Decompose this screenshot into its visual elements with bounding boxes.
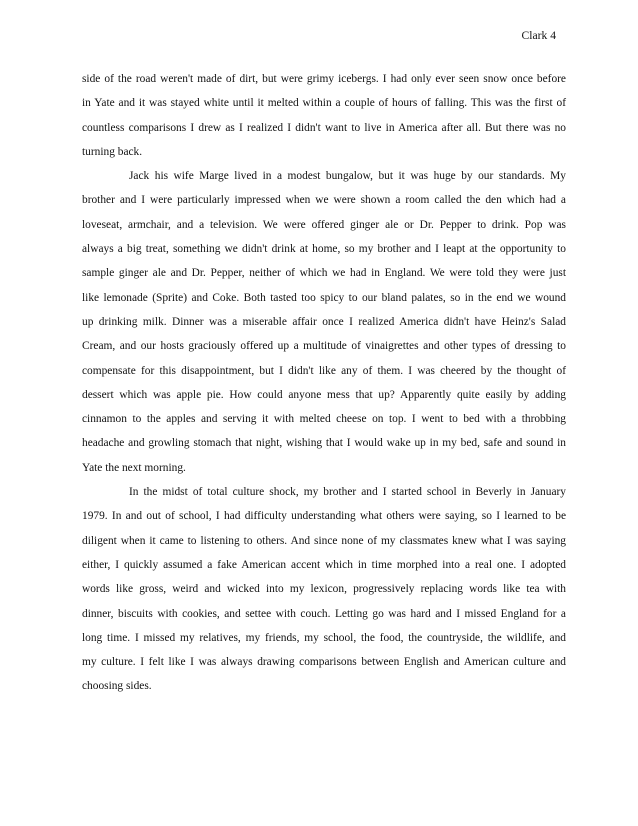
text-line: diligent when it came to listening to others. And since none of my classmates knew what I was saying xyxy=(82,534,566,547)
text-line: in Yate and it was stayed white until it melted within a couple of hours of falling. This was the first of xyxy=(82,97,566,110)
text-line: dinner, biscuits with cookies, and settee with couch. Letting go was hard and I missed England for a xyxy=(82,607,566,620)
text-line: my culture. I felt like I was always drawing comparisons between English and American culture and xyxy=(82,656,566,669)
text-line: compensate for this disappointment, but I didn't like any of them. I was cheered by the thought of xyxy=(82,364,566,377)
text-line: loveseat, armchair, and a television. We were offered ginger ale or Dr. Pepper to drink. Pop was xyxy=(82,218,566,231)
text-line: Cream, and our hosts graciously offered up a multitude of vinaigrettes and other types of dressing to xyxy=(82,340,566,353)
text-line: like lemonade (Sprite) and Coke. Both tasted too spicy to our bland palates, so in the end we wound xyxy=(82,291,566,304)
text-line: countless comparisons I drew as I realized I didn't want to live in America after all. But there was no xyxy=(82,121,566,134)
body-text xyxy=(82,67,566,699)
text-line: brother and I were particularly impressed when we were shown a room called the den which had a xyxy=(82,194,566,207)
text-line: choosing sides. xyxy=(82,680,152,693)
text-line: 1979. In and out of school, I had difficulty understanding what others were saying, so I learned to be xyxy=(82,510,566,523)
text-line: sample ginger ale and Dr. Pepper, neither of which we had in England. We were told they were just xyxy=(82,267,566,280)
running-head: Clark 4 xyxy=(521,29,556,42)
text-line: headache and growling stomach that night, wishing that I would wake up in my bed, safe and sound in xyxy=(82,437,566,450)
text-line: cinnamon to the apples and serving it with melted cheese on top. I went to bed with a throbbing xyxy=(82,413,566,426)
text-line: Yate the next morning. xyxy=(82,461,186,474)
text-line: always a big treat, something we didn't drink at home, so my brother and I leapt at the opportunity to xyxy=(82,243,566,256)
text-line: Jack his wife Marge lived in a modest bungalow, but it was huge by our standards. My xyxy=(129,170,566,183)
text-line: long time. I missed my relatives, my friends, my school, the food, the countryside, the wildlife, and xyxy=(82,631,566,644)
text-line: side of the road weren't made of dirt, but were grimy icebergs. I had only ever seen snow once before xyxy=(82,73,566,85)
text-line: dessert which was apple pie. How could anyone mess that up? Apparently quite easily by adding xyxy=(82,388,566,401)
text-line: words like gross, weird and wicked into my lexicon, progressively replacing words like tea with xyxy=(82,583,566,596)
text-line: In the midst of total culture shock, my brother and I started school in Beverly in January xyxy=(129,486,566,499)
text-line: either, I quickly assumed a fake American accent which in time morphed into a real one. I adopted xyxy=(82,558,566,571)
text-line: turning back. xyxy=(82,145,143,158)
text-line: up drinking milk. Dinner was a miserable affair once I realized America didn't have Heinz's Salad xyxy=(82,315,566,328)
